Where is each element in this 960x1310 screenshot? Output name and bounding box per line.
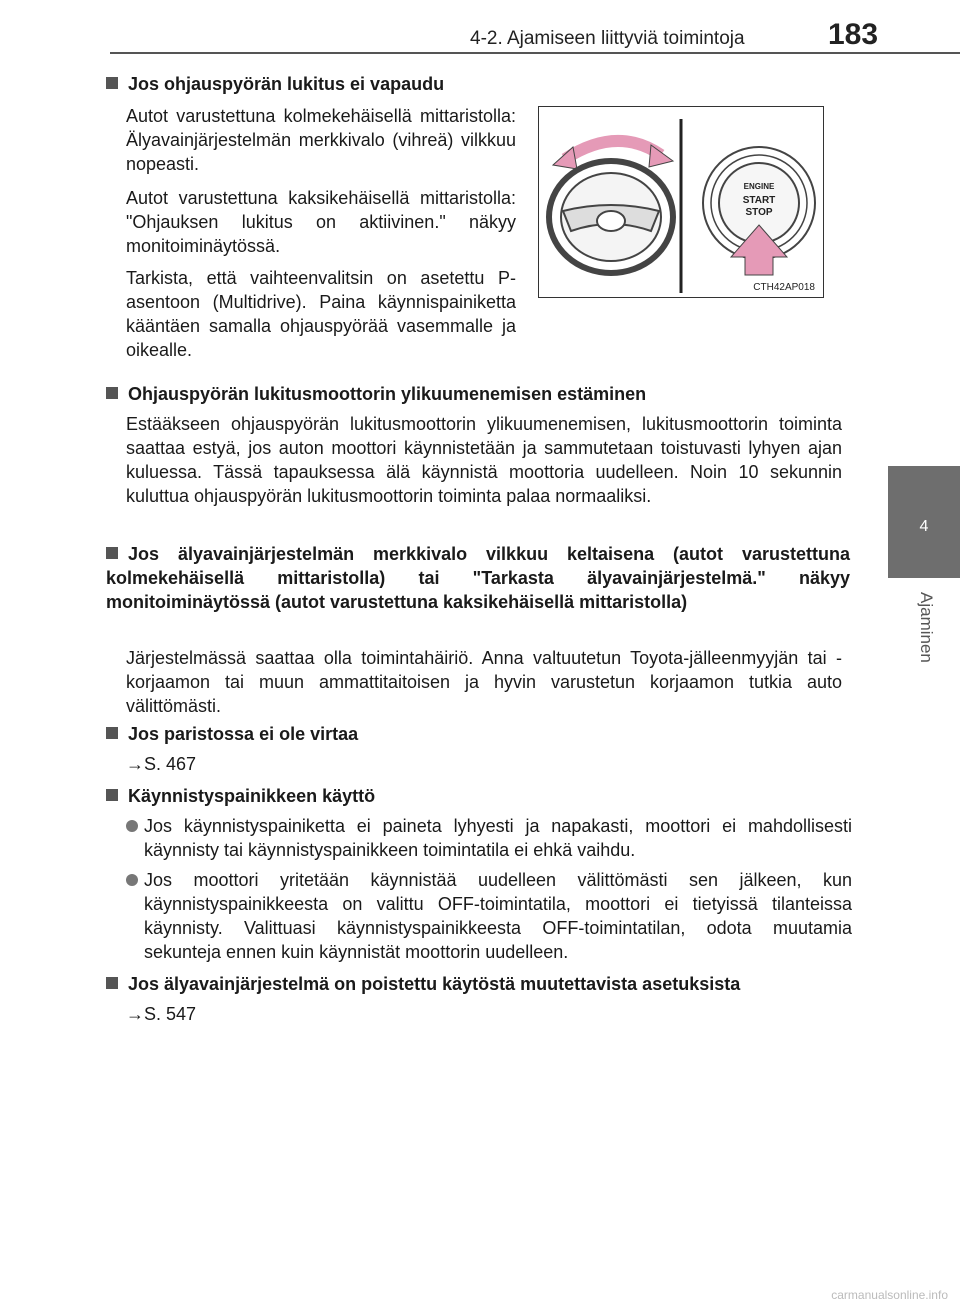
section-heading: Jos paristossa ei ole virtaa (106, 722, 850, 746)
page-number: 183 (828, 18, 879, 51)
paragraph: Järjestelmässä saattaa olla toimintahäiriö. Anna valtuutetun Toyota-jälleenmyyjän tai -korjaamon tai muun ammattitaitoisen ja hyvin varustetun korjaamon tutkia auto välittömästi. (126, 648, 842, 716)
square-bullet-icon (106, 387, 118, 399)
square-bullet-icon (106, 77, 118, 89)
square-bullet-icon (106, 727, 118, 739)
section-heading: Jos älyavainjärjestelmä on poistettu käytöstä muutettavista asetuksista (106, 972, 850, 996)
section-title: 4-2. Ajamiseen liittyviä toimintoja (470, 28, 745, 49)
start-button-line-3: STOP (745, 207, 773, 218)
square-bullet-icon (106, 547, 118, 559)
round-bullet-icon (126, 874, 138, 886)
chapter-tab (888, 0, 960, 1310)
start-button-line-1: ENGINE (743, 182, 775, 191)
chapter-number: 4 (919, 518, 929, 535)
square-bullet-icon (106, 977, 118, 989)
section-heading: Ohjauspyörän lukitusmoottorin ylikuumenemisen estäminen (106, 382, 850, 406)
figure-code: CTH42AP018 (753, 282, 815, 293)
round-bullet-icon (126, 820, 138, 832)
chapter-label: Ajaminen (917, 592, 936, 663)
section-heading: Käynnistyspainikkeen käyttö (106, 784, 850, 808)
steering-wheel-and-start-button-icon (539, 107, 822, 296)
section-heading: Jos ohjauspyörän lukitus ei vapaudu (106, 72, 850, 96)
page-reference-link[interactable]: →S. 547 (126, 1004, 197, 1024)
paragraph: Estääkseen ohjauspyörän lukitusmoottorin ylikuumenemisen, lukitusmoottorin toiminta saattaa estyä, jos auton moottori käynnistetään ja sammutetaan toistuvasti lyhyen ajan kuluessa. Tässä tapauksessa älä käynnistä moottoria uudelleen. Noin 10 sekunnin kuluttua ohjauspyörän lukitusmoottorin toiminta palaa normaaliksi. (126, 414, 842, 506)
list-item: Jos käynnistyspainiketta ei paineta lyhyesti ja napakasti, moottori ei mahdollisesti käynnisty tai käynnistyspainikkeen toimintatila ei ehkä vaihdu. (126, 814, 852, 862)
start-button-line-2: START (742, 195, 776, 206)
watermark: carmanualsonline.info (831, 1288, 948, 1302)
paragraph: Autot varustettuna kolmekehäisellä mittaristolla: Älyavainjärjestelmän merkkivalo (vihreä) vilkkuu nopeasti. (126, 106, 516, 174)
illustration-steering-start-button (538, 106, 824, 298)
square-bullet-icon (106, 789, 118, 801)
list-item: Jos moottori yritetään käynnistää uudelleen välittömästi sen jälkeen, kun käynnistyspainikkeesta on valittu OFF-toimintatila, moottori ei tietyissä tilanteissa käynnisty. Valittuasi käynnistyspainikkeesta OFF-toimintatilan, odota muutamia sekunteja ennen kuin käynnistät moottorin uudelleen. (126, 868, 852, 964)
section-heading: Jos älyavainjärjestelmän merkkivalo vilkkuu keltaisena (autot varustettuna kolmekehäisellä mittaristolla) tai "Tarkasta älyavainjärjestelmä." näkyy monitoiminäytössä (autot varustettuna kaksikehäisellä mittaristolla) (106, 544, 850, 612)
paragraph: Autot varustettuna kaksikehäisellä mittaristolla: "Ohjauksen lukitus on aktiivinen." näkyy monitoiminäytössä. (126, 188, 516, 256)
page-header (0, 0, 960, 56)
paragraph: Tarkista, että vaihteenvalitsin on asetettu P-asentoon (Multidrive). Paina käynnispainiketta kääntäen samalla ohjauspyörää vasemmalle ja oikealle. (126, 268, 516, 360)
header-rule (110, 52, 960, 54)
page-reference-link[interactable]: →S. 467 (126, 754, 197, 774)
